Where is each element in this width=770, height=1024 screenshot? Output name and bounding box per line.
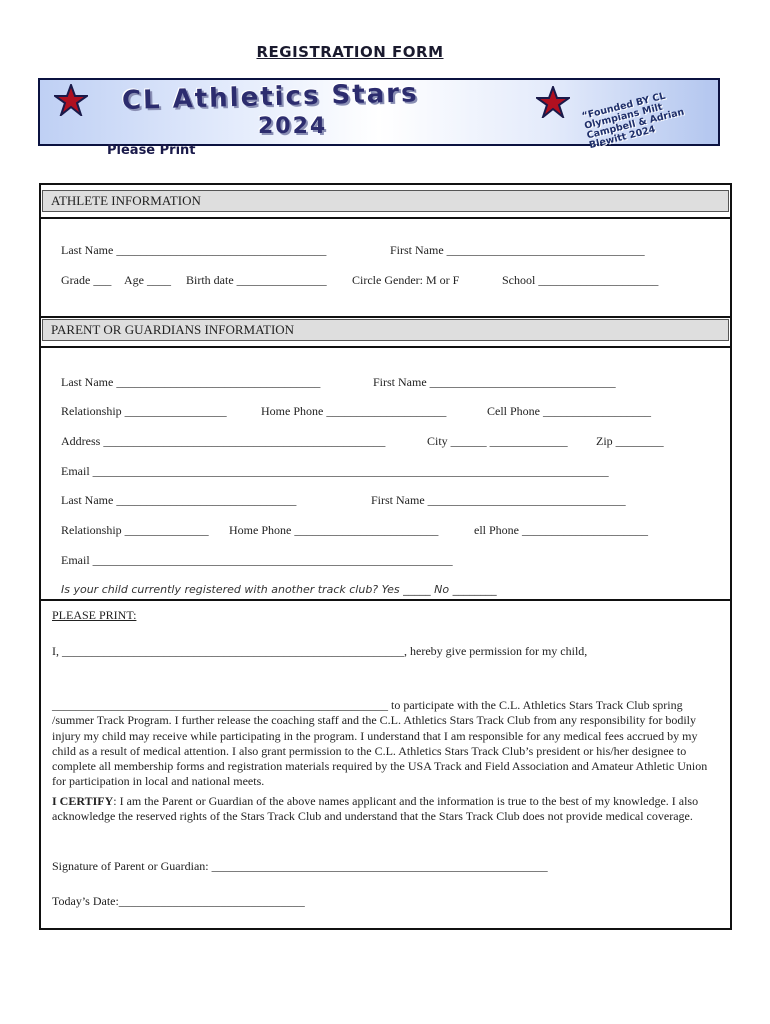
parent2-home-phone-field[interactable]: Home Phone ________________________ xyxy=(229,523,439,537)
parent1-relationship-field[interactable]: Relationship _________________ xyxy=(61,404,227,418)
gender-field[interactable]: Circle Gender: M or F xyxy=(352,273,460,287)
release-text: to participate with the C.L. Athletics Stars Track Club spring /summer Track Program. I further release the coaching staff and the C.L. Athletics Stars Track Club from any responsibility for bodily injury my child may receive while participating in the program. I understand that I am responsible for any medical fees accrued by my child as a result of medical attention. I also grant permission to the C.L. Athletics Stars Track Club’s president or his/her designee to complete all membership forms and registration materials required by the USA Track and Field Association and Amateur Athletic Union for participation in local and national meets. xyxy=(52,698,708,789)
banner-year: 2024 xyxy=(258,114,328,139)
grade-field[interactable]: Grade ___ xyxy=(61,273,112,287)
age-field[interactable]: Age ____ xyxy=(124,273,171,287)
banner-tagline: “Founded BY CL Olympians Milt Campbell & Adrian Blewitt 2024 xyxy=(580,90,686,152)
certify-paragraph xyxy=(52,794,720,825)
child-name-field[interactable]: ________________________________________________________ xyxy=(52,698,388,712)
please-print-label: PLEASE PRINT: xyxy=(52,608,137,622)
parent1-zip-field[interactable]: Zip ________ xyxy=(596,434,664,448)
parent2-last-name-field[interactable]: Last Name ______________________________ xyxy=(61,493,297,507)
other-club-question[interactable]: Is your child currently registered with another track club? Yes _____ No ________ xyxy=(61,583,497,596)
signature-field[interactable]: Signature of Parent or Guardian: ________________________________________________________ xyxy=(52,859,548,873)
parent2-cell-phone-field[interactable]: ell Phone _____________________ xyxy=(474,523,648,537)
parent2-first-name-field[interactable]: First Name _________________________________ xyxy=(371,493,626,507)
parent2-email-field[interactable]: Email ____________________________________________________________ xyxy=(61,553,453,567)
birth-date-field[interactable]: Birth date _______________ xyxy=(186,273,327,287)
star-icon xyxy=(536,86,570,118)
parent1-first-name-field[interactable]: First Name _______________________________ xyxy=(373,375,616,389)
certify-label: I CERTIFY xyxy=(52,794,114,808)
school-field[interactable]: School ____________________ xyxy=(502,273,659,287)
certify-text: : I am the Parent or Guardian of the above names applicant and the information is true to the best of my knowledge. I also acknowledge the reserved rights of the Stars Track Club and understand that the Stars Track Club does not provide medical coverage. xyxy=(52,794,699,824)
parent1-address-field[interactable]: Address _______________________________________________ xyxy=(61,434,386,448)
divider xyxy=(41,599,730,601)
parent1-cell-phone-field[interactable]: Cell Phone __________________ xyxy=(487,404,651,418)
athlete-first-name-field[interactable]: First Name _________________________________ xyxy=(390,243,645,257)
form-title: REGISTRATION FORM xyxy=(256,43,444,61)
please-print-heading: Please Print xyxy=(107,143,196,158)
parent1-home-phone-field[interactable]: Home Phone ____________________ xyxy=(261,404,447,418)
parent-section-header: PARENT OR GUARDIANS INFORMATION xyxy=(42,319,729,341)
release-paragraph xyxy=(52,698,720,790)
athlete-section-header: ATHLETE INFORMATION xyxy=(42,190,729,212)
todays-date-field[interactable]: Today’s Date:_______________________________ xyxy=(52,894,305,908)
banner-title: CL Athletics Stars xyxy=(121,78,419,116)
permission-name-field[interactable]: I, _________________________________________________________, hereby give permission for my child, xyxy=(52,644,588,658)
parent1-email-field[interactable]: Email ______________________________________________________________________________________ xyxy=(61,464,609,478)
parent1-city-field[interactable]: City ______ _____________ xyxy=(427,434,568,448)
star-icon xyxy=(54,84,88,116)
athlete-last-name-field[interactable]: Last Name ___________________________________ xyxy=(61,243,327,257)
divider xyxy=(41,217,730,219)
divider xyxy=(41,316,730,318)
divider xyxy=(41,346,730,348)
parent1-last-name-field[interactable]: Last Name __________________________________ xyxy=(61,375,321,389)
parent2-relationship-field[interactable]: Relationship ______________ xyxy=(61,523,209,537)
